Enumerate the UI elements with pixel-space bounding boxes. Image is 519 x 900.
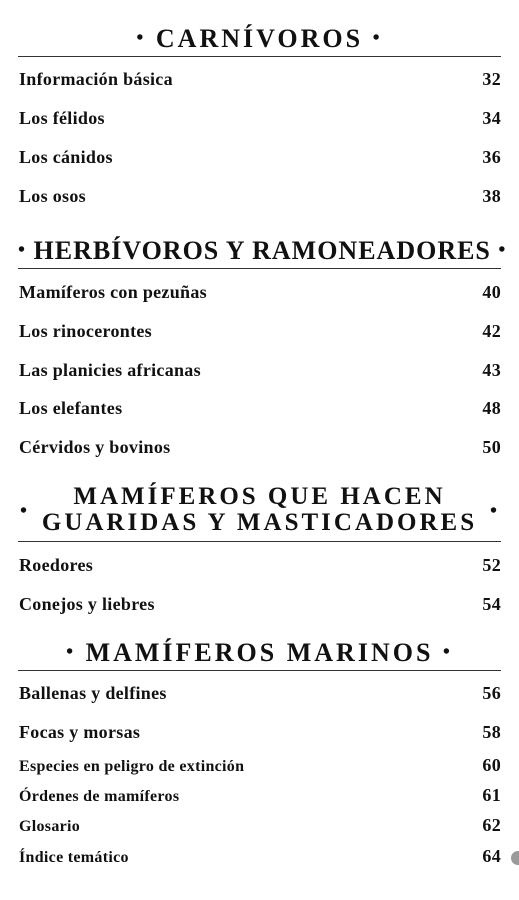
toc-entry-page: 60: [482, 755, 501, 775]
section-heading-herbivoros: [18, 236, 507, 266]
toc-entry-label: Información básica: [19, 69, 173, 89]
toc-entry[interactable]: [19, 594, 501, 615]
toc-entry[interactable]: [19, 360, 501, 381]
toc-entry-page: 32: [482, 69, 501, 89]
toc-entry-label: Especies en peligro de extinción: [19, 758, 245, 775]
toc-entry[interactable]: [19, 186, 501, 207]
toc-entry-page: 36: [482, 147, 501, 167]
toc-entry-page: 40: [482, 282, 501, 302]
toc-entry-label: Índice temático: [19, 849, 129, 866]
toc-entry-page: 34: [482, 108, 501, 128]
toc-entry-page: 48: [482, 398, 501, 418]
toc-entry-page: 58: [482, 722, 501, 742]
section-heading-carnivoros: [18, 24, 501, 54]
toc-entry[interactable]: [19, 69, 501, 90]
toc-entry-label: Focas y morsas: [19, 722, 141, 742]
toc-entry[interactable]: [19, 321, 501, 342]
bullet-icon: •: [498, 239, 507, 261]
toc-entry[interactable]: [19, 722, 501, 743]
bullet-icon: •: [372, 27, 383, 49]
toc-entry-page: 43: [482, 360, 501, 380]
toc-entry[interactable]: [19, 755, 501, 776]
toc-entry-page: 61: [482, 785, 501, 805]
section-rule: [18, 670, 501, 671]
toc-entry-label: Las planicies africanas: [19, 360, 201, 380]
section-rule: [18, 56, 501, 57]
section-title-line: GUARIDAS Y MASTICADORES: [41, 509, 478, 536]
toc-entry-label: Conejos y liebres: [19, 594, 155, 614]
toc-entry-label: Los rinocerontes: [19, 321, 152, 341]
toc-entry[interactable]: [19, 398, 501, 419]
toc-entry-page: 54: [482, 594, 501, 614]
toc-entry-page: 50: [482, 437, 501, 457]
toc-entry[interactable]: [19, 555, 501, 576]
section-heading-marinos: [18, 638, 501, 668]
toc-entry-page: 38: [482, 186, 501, 206]
toc-entry-page: 42: [482, 321, 501, 341]
toc-entry-label: Los cánidos: [19, 147, 113, 167]
toc-entry[interactable]: [19, 437, 501, 458]
toc-entry-label: Los elefantes: [19, 398, 123, 418]
section-title: HERBÍVOROS Y RAMONEADORES: [33, 236, 491, 265]
toc-entry-label: Los osos: [19, 186, 86, 206]
bullet-icon: •: [66, 641, 77, 663]
section-heading-guaridas: [18, 484, 501, 536]
toc-entry[interactable]: [19, 785, 501, 806]
page-edge-mark: [511, 851, 519, 865]
toc-entry[interactable]: [19, 108, 501, 129]
toc-entry-label: Ballenas y delfines: [19, 683, 167, 703]
section-title: CARNÍVOROS: [155, 24, 364, 53]
section-title: MAMÍFEROS MARINOS: [85, 638, 434, 667]
toc-entry[interactable]: [19, 683, 501, 704]
toc-entry-page: 64: [482, 846, 501, 866]
section-title-line: MAMÍFEROS QUE HACEN: [73, 483, 446, 510]
toc-entry[interactable]: [19, 147, 501, 168]
bullet-icon: •: [20, 500, 28, 522]
toc-entry-label: Roedores: [19, 555, 94, 575]
toc-entry-label: Mamíferos con pezuñas: [19, 282, 207, 302]
toc-entry[interactable]: [19, 282, 501, 303]
bullet-icon: •: [18, 239, 27, 261]
section-rule: [18, 268, 501, 269]
toc-entry-label: Cérvidos y bovinos: [19, 437, 171, 457]
toc-entry[interactable]: [19, 846, 501, 867]
toc-entry-label: Órdenes de mamíferos: [19, 788, 180, 805]
toc-entry-label: Glosario: [19, 818, 81, 835]
toc-entry[interactable]: [19, 815, 501, 836]
section-rule: [18, 541, 501, 542]
toc-entry-page: 62: [482, 815, 501, 835]
bullet-icon: •: [442, 641, 453, 663]
toc-entry-page: 56: [482, 683, 501, 703]
bullet-icon: •: [136, 27, 147, 49]
toc-entry-label: Los félidos: [19, 108, 105, 128]
toc-entry-page: 52: [482, 555, 501, 575]
bullet-icon: •: [490, 500, 498, 522]
